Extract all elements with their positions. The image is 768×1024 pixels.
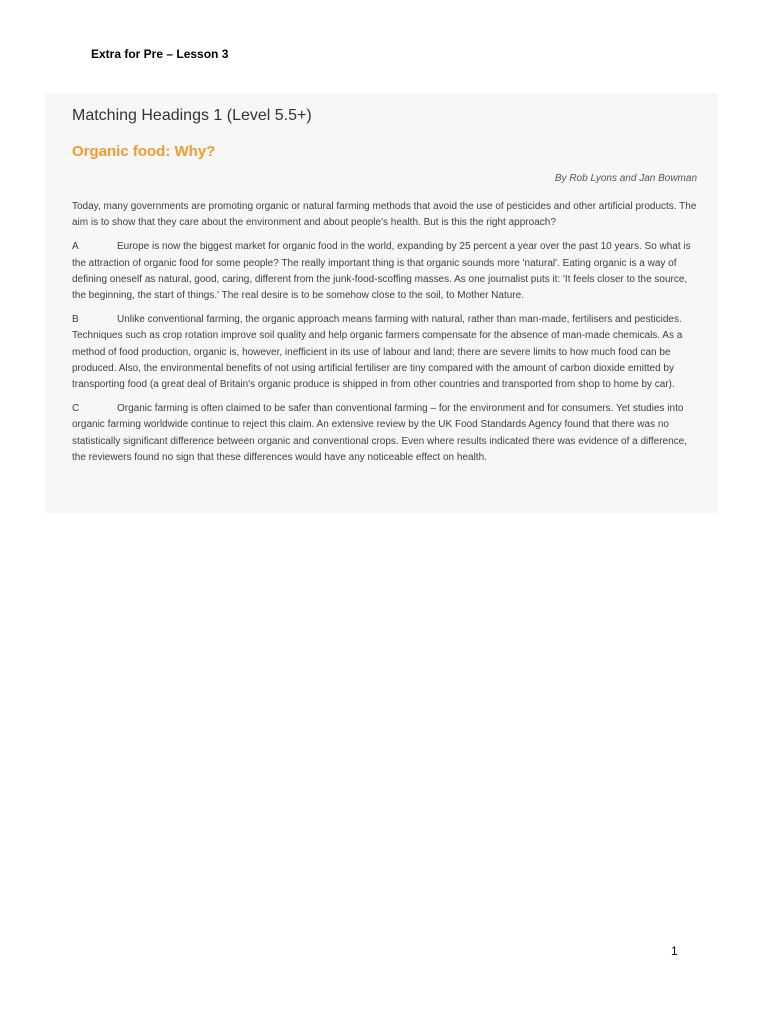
- paragraph-text: Unlike conventional farming, the organic approach means farming with natural, rather than man-made, fertilisers and pesticides. Techniques such as crop rotation improve soil quality and help organic farmers compensate for the absence of man-made chemicals. As a method of food production, organic is, however, inefficient in its use of labour and land; there are severe limits to how much food can be produced. Also, the environmental benefits of not using artificial fertiliser are tiny compared with the amount of carbon dioxide emitted by transporting food (a great deal of Britain's organic produce is shipped in from other countries and transported from shop to home by car).: [72, 314, 683, 391]
- paragraph-text: Organic farming is often claimed to be safer than conventional farming – for the environment and for consumers. Yet studies into organic farming worldwide continue to reject this claim. An extensive review by the UK Food Standards Agency found that there was no statistically significant difference between organic and conventional crops. Even where results indicated there was evidence of a difference, the reviewers found no sign that these differences would have any noticeable effect on health.: [72, 403, 687, 463]
- paragraph-b: [72, 312, 697, 393]
- document-header: Extra for Pre – Lesson 3: [91, 47, 229, 61]
- article-panel: [45, 93, 718, 513]
- article-title: Organic food: Why?: [72, 143, 216, 160]
- paragraph-text: Europe is now the biggest market for organic food in the world, expanding by 25 percent a year over the past 10 years. So what is the attraction of organic food for some people? The really important thing is that organic sounds more 'natural'. Eating organic is a way of defining oneself as natural, good, caring, different from the junk-food-scoffing masses. As one journalist puts it: 'It feels closer to the source, the beginning, the start of things.' The real desire is to be somehow close to the soil, to Mother Nature.: [72, 241, 691, 302]
- page-number: 1: [671, 944, 678, 958]
- paragraph-letter: B: [72, 314, 79, 326]
- paragraph-c: [72, 401, 697, 466]
- paragraph-a: [72, 239, 697, 304]
- paragraph-letter: A: [72, 241, 79, 253]
- intro-paragraph: Today, many governments are promoting organic or natural farming methods that avoid the use of pesticides and other artificial products. The aim is to show that they care about the environment and about people's health. But is this the right approach?: [72, 201, 697, 229]
- article-byline: By Rob Lyons and Jan Bowman: [554, 173, 697, 184]
- paragraph-letter: C: [72, 403, 80, 415]
- article-heading: Matching Headings 1 (Level 5.5+): [72, 107, 312, 124]
